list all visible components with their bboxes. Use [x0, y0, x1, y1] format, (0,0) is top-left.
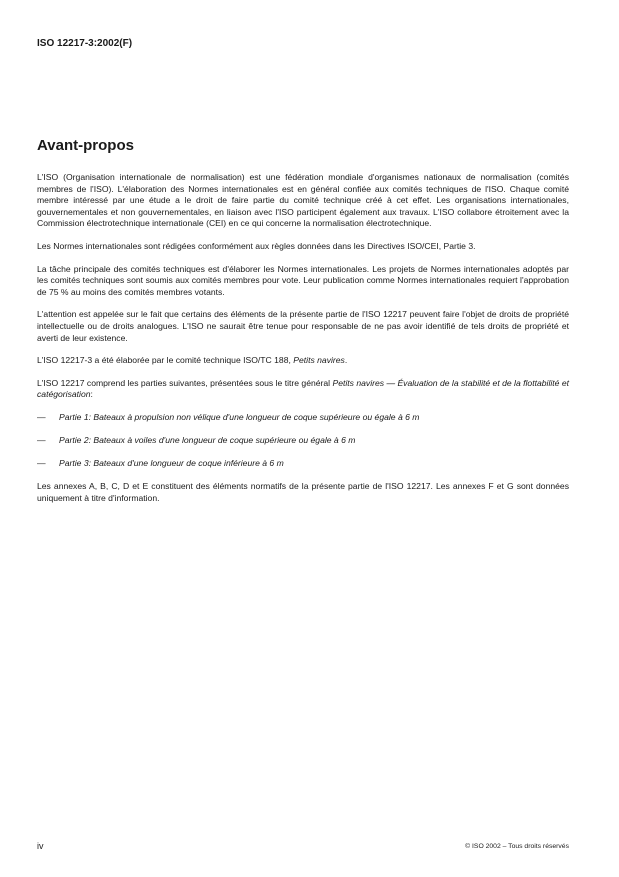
parts-intro-suffix: :: [90, 389, 93, 400]
paragraph-annexes: Les annexes A, B, C, D et E constituent des éléments normatifs de la présente partie de l'ISO 12217. Les annexes F et G sont données uniquement à titre d'information.: [37, 481, 569, 503]
dash-bullet: —: [37, 458, 46, 469]
foreword-body: [37, 172, 569, 515]
paragraph-technical-committees: La tâche principale des comités techniques est d'élaborer les Normes internationales. Les projets de Normes internationales adoptés par les comités techniques sont soumis aux comités membres pour vote. Leur publication comme Normes internationales requiert l'approbation de 75 % au moins des comités membres votants.: [37, 263, 569, 297]
document-id-header: ISO 12217-3:2002(F): [37, 38, 133, 49]
paragraph-patent-rights: L'attention est appelée sur le fait que certains des éléments de la présente partie de l'ISO 12217 peuvent faire l'objet de droits de propriété intellectuelle ou de droits analogues. L'ISO ne saurait être tenue pour responsable de ne pas avoir identifié de tels droits de propriété et averti de leur existence.: [37, 309, 569, 343]
paragraph-prepared-by: [37, 355, 569, 367]
parts-intro-text: L'ISO 12217 comprend les parties suivantes, présentées sous le titre général: [37, 377, 333, 388]
prepared-by-suffix: .: [344, 355, 348, 366]
dash-bullet: —: [37, 411, 46, 422]
part-1-title: Partie 1: Bateaux à propulsion non vélique d'une longueur de coque supérieure ou égale à 6 m: [59, 411, 420, 422]
section-title: Avant-propos: [37, 137, 134, 154]
dash-bullet: —: [37, 435, 46, 445]
list-item: [37, 458, 569, 470]
page-number: iv: [37, 841, 44, 851]
prepared-by-text: L'ISO 12217-3 a été élaborée par le comité technique ISO/TC 188,: [37, 355, 294, 366]
list-item: [37, 435, 569, 447]
committee-name: Petits navires: [293, 355, 345, 366]
part-2-title: Partie 2: Bateaux à voiles d'une longueur de coque supérieure ou égale à 6 m: [59, 435, 356, 445]
paragraph-parts-intro: [37, 378, 569, 401]
paragraph-iso-intro: L'ISO (Organisation internationale de normalisation) est une fédération mondiale d'organismes nationaux de normalisation (comités membres de l'ISO). L'élaboration des Normes internationales est en général confiée aux comités techniques de l'ISO. Chaque comité membre intéressé par une étude a le droit de faire partie du comité technique créé à cet effet. Les organisations internationales, gouvernementales et non gouvernementales, en liaison avec l'ISO participent également aux travaux. L'ISO collabore étroitement avec la Commission électrotechnique internationale (CEI) en ce qui concerne la normalisation électrotechnique.: [37, 172, 569, 229]
part-3-title: Partie 3: Bateaux d'une longueur de coque inférieure à 6 m: [59, 458, 284, 469]
parts-list: [37, 412, 569, 470]
paragraph-directives: Les Normes internationales sont rédigées conformément aux règles données dans les Directives ISO/CEI, Partie 3.: [37, 240, 476, 251]
copyright-notice: © ISO 2002 – Tous droits réservés: [465, 843, 569, 850]
list-item: [37, 412, 569, 424]
general-title: Petits navires — Évaluation de la stabilité et de la flottabilité et catégorisation: [37, 377, 569, 400]
